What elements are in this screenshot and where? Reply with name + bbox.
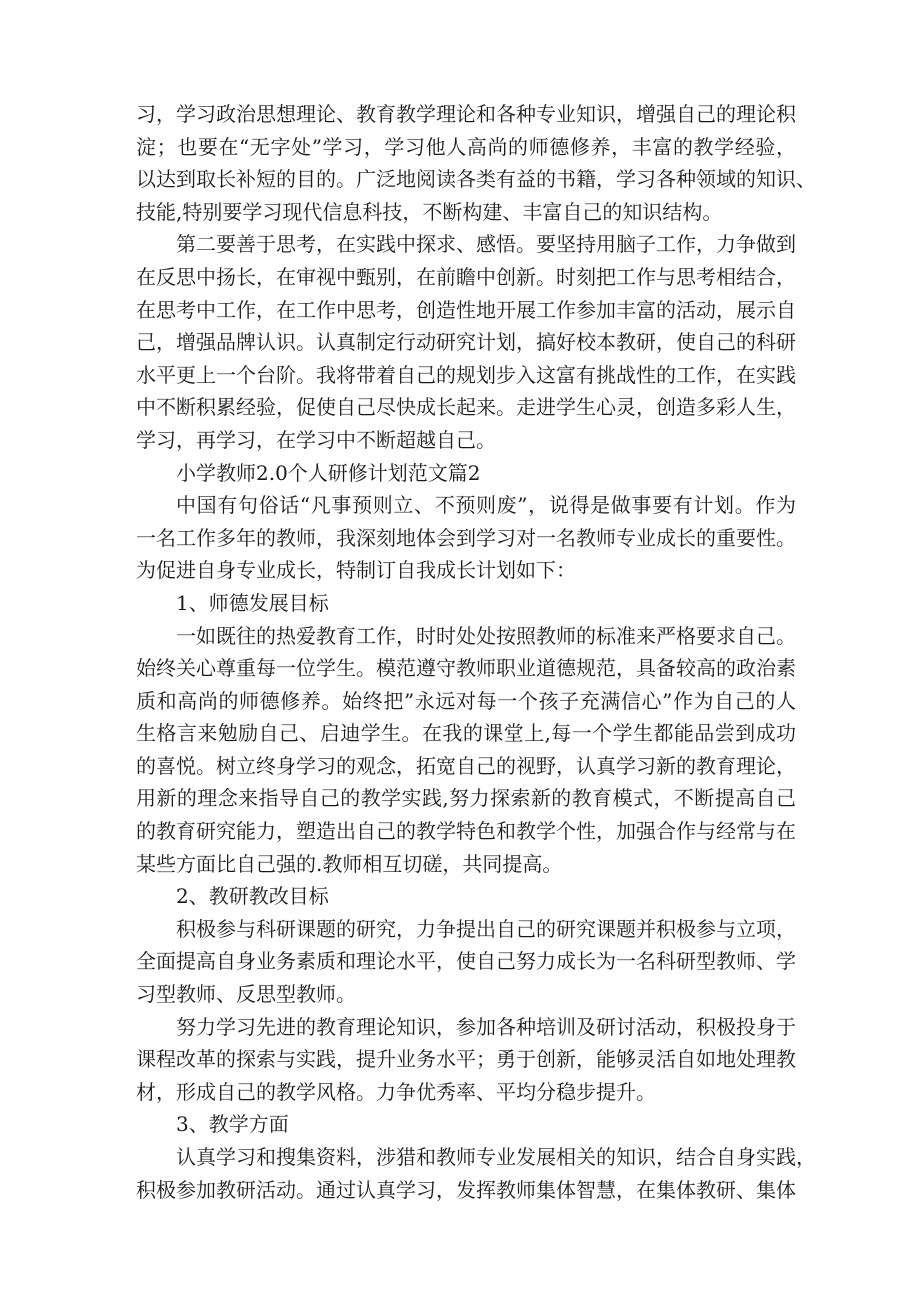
text-line: 始终关心尊重每一位学生。模范遵守教师职业道德规范，具备较高的政治素 [136, 656, 796, 681]
text-line: 第二要善于思考，在实践中探求、感悟。要坚持用脑子工作，力争做到 [176, 232, 796, 257]
text-line: 中不断积累经验，促使自己尽快成长起来。走进学生心灵，创造多彩人生， [136, 395, 796, 420]
text-line: 课程改革的探索与实践，提升业务水平；勇于创新，能够灵活自如地处理教 [136, 1047, 796, 1072]
text-line: 某些方面比自己强的.教师相互切磋，共同提高。 [136, 851, 563, 876]
text-line: 用新的理念来指导自己的教学实践,努力探索新的教育模式，不断提高自己 [136, 786, 796, 811]
text-line: 以达到取长补短的目的。广泛地阅读各类有益的书籍，学习各种领域的知识、 [136, 167, 816, 192]
text-line: 1、师德发展目标 [176, 590, 329, 615]
text-line: 努力学习先进的教育理论知识，参加各种培训及研讨活动，积极投身于 [176, 1014, 796, 1039]
text-line: 积极参加教研活动。通过认真学习，发挥教师集体智慧，在集体教研、集体 [136, 1177, 796, 1202]
text-line: 的教育研究能力，塑造出自己的教学特色和教学个性，加强合作与经常与在 [136, 819, 796, 844]
text-line: 为促进自身专业成长，特制订自我成长计划如下： [136, 558, 576, 583]
text-line: 的喜悦。树立终身学习的观念，拓宽自己的视野，认真学习新的教育理论， [136, 753, 796, 778]
text-line: 在反思中扬长，在审视中甄别，在前瞻中创新。时刻把工作与思考相结合， [136, 264, 796, 289]
text-line: 中国有句俗话“凡事预则立、不预则废”，说得是做事要有计划。作为 [176, 493, 796, 518]
text-line: 小学教师2.0个人研修计划范文篇2 [176, 460, 481, 485]
text-line: 学习，再学习，在学习中不断超越自己。 [136, 427, 496, 452]
text-line: 材，形成自己的教学风格。力争优秀率、平均分稳步提升。 [136, 1079, 656, 1104]
text-line: 水平更上一个台阶。我将带着自己的规划步入这富有挑战性的工作，在实践 [136, 362, 796, 387]
text-line: 积极参与科研课题的研究，力争提出自己的研究课题并积极参与立项， [176, 916, 796, 941]
text-line: 一名工作多年的教师，我深刻地体会到学习对一名教师专业成长的重要性。 [136, 525, 796, 550]
text-line: 质和高尚的师德修养。始终把”永远对每一个孩子充满信心”作为自己的人 [136, 688, 796, 713]
text-line: 习型教师、反思型教师。 [136, 982, 356, 1007]
text-line: 在思考中工作，在工作中思考，创造性地开展工作参加丰富的活动，展示自 [136, 297, 796, 322]
text-line: 己，增强品牌认识。认真制定行动研究计划，搞好校本教研，使自己的科研 [136, 330, 796, 355]
text-line: 习，学习政治思想理论、教育教学理论和各种专业知识，增强自己的理论积 [136, 102, 796, 126]
text-line: 2、教研教改目标 [176, 884, 329, 909]
text-line: 全面提高自身业务素质和理论水平，使自己努力成长为一名科研型教师、学 [136, 949, 796, 974]
text-line: 一如既往的热爱教育工作，时时处处按照教师的标准来严格要求自己。 [176, 623, 796, 648]
text-line: 认真学习和搜集资料，涉猎和教师专业发展相关的知识，结合自身实践， [176, 1145, 816, 1169]
text-line: 生格言来勉励自己、启迪学生。在我的课堂上,每一个学生都能品尝到成功 [136, 721, 796, 746]
document-page [136, 98, 816, 1206]
text-line: 技能,特别要学习现代信息科技，不断构建、丰富自己的知识结构。 [136, 199, 723, 224]
text-line: 3、教学方面 [176, 1112, 289, 1137]
text-line: 淀；也要在“无字处”学习，学习他人高尚的师德修养，丰富的教学经验， [136, 134, 796, 159]
